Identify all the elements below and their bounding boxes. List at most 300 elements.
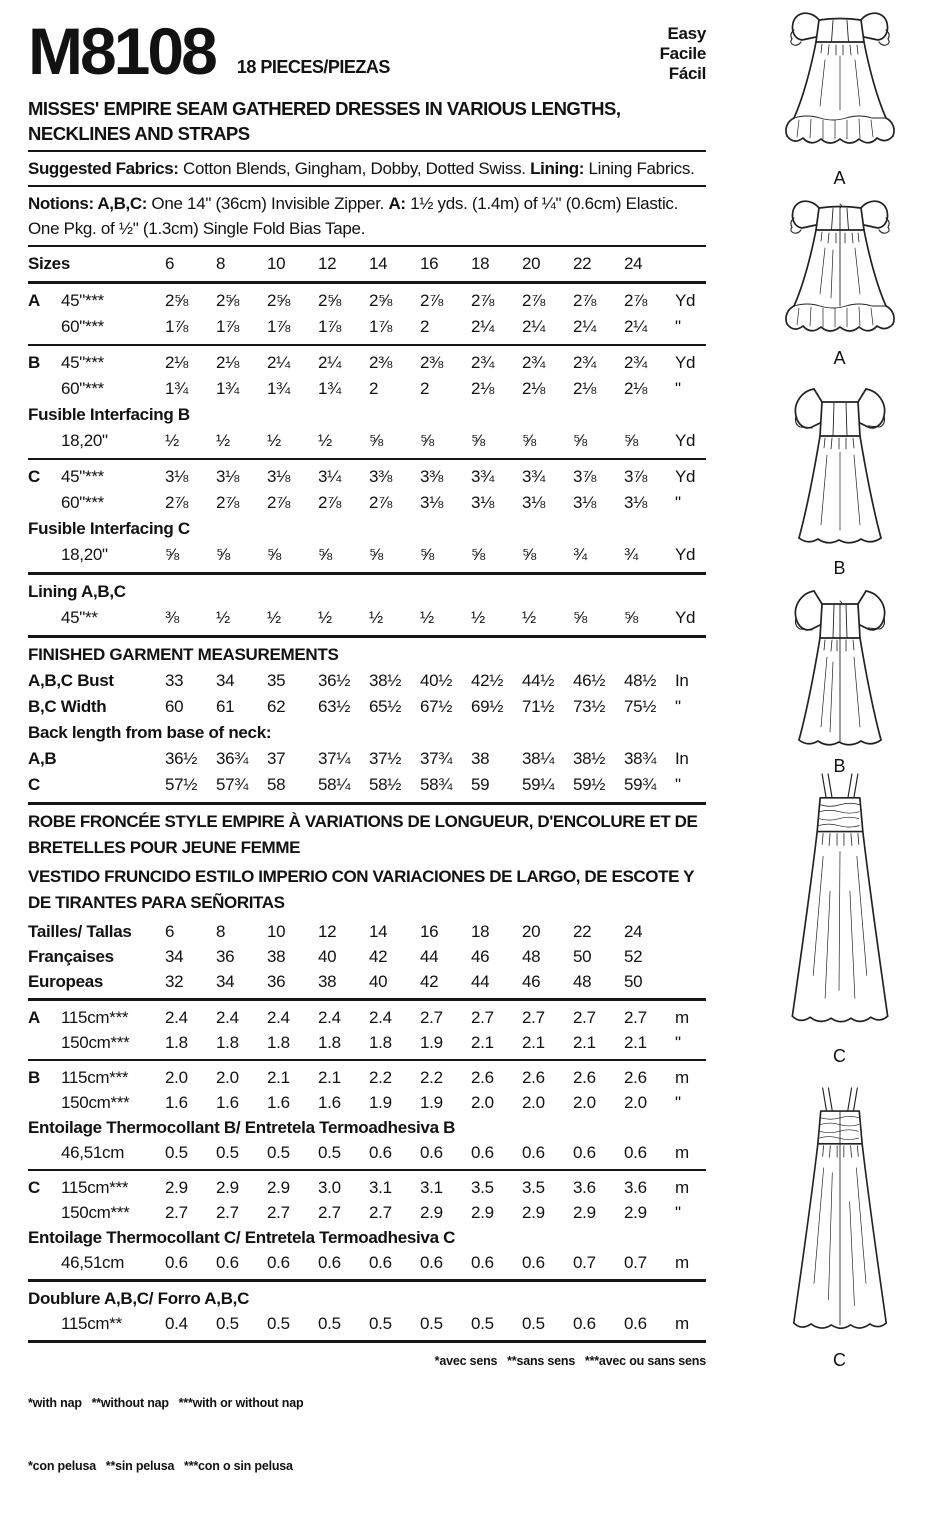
table-cell: 63½ <box>318 697 351 716</box>
difficulty-english: Easy <box>667 24 706 43</box>
table-cell: 3.5 <box>522 1178 545 1197</box>
table-cell: 18 <box>471 254 490 273</box>
table-cell: 20 <box>522 922 541 941</box>
table-cell: 2.1 <box>471 1033 494 1052</box>
divider <box>28 245 706 247</box>
unit-cell: " <box>675 317 681 336</box>
table-row <box>28 376 706 402</box>
table-cell: 3.0 <box>318 1178 341 1197</box>
table-cell: ½ <box>318 431 332 450</box>
table-row <box>28 1200 706 1225</box>
table-cell: 44 <box>420 947 439 966</box>
table-cell: 2.9 <box>216 1178 239 1197</box>
table-cell: 2.7 <box>420 1008 443 1027</box>
table-cell: 50 <box>573 947 592 966</box>
table-cell: 2.9 <box>471 1203 494 1222</box>
table-cell: ⅝ <box>420 431 434 450</box>
dress-a-front-label: A <box>833 168 846 188</box>
dress-b-front-illustration <box>742 380 937 555</box>
row-sublabel: 150cm*** <box>61 1203 130 1222</box>
table-cell: 42 <box>369 947 388 966</box>
table-row <box>28 1005 706 1030</box>
table-cell: ½ <box>216 431 230 450</box>
row-label-cell <box>28 251 165 277</box>
table-cell: ⅝ <box>522 431 536 450</box>
unit-cell <box>675 919 706 944</box>
row-label: A,B <box>28 749 57 768</box>
table-cell: 2¼ <box>573 317 597 336</box>
row-label: Françaises <box>28 947 114 966</box>
table-cell: 3⅞ <box>573 467 597 486</box>
table-cell: 3⅛ <box>267 467 291 486</box>
notions-a-label: A: <box>388 194 406 213</box>
table-cell: 2.1 <box>267 1068 290 1087</box>
table-cell: 12 <box>318 922 337 941</box>
dress-a-front-drawing <box>775 6 905 156</box>
table-cell: 2⅝ <box>369 291 393 310</box>
notions-text-1: One 14" (36cm) Invisible Zipper. <box>151 194 385 213</box>
unit-cell: In <box>675 749 689 768</box>
table-cell: 59½ <box>573 775 606 794</box>
table-cell: 1.6 <box>216 1093 239 1112</box>
unit-cell: m <box>675 1314 689 1333</box>
table-cell: 2⅝ <box>216 291 240 310</box>
table-cell: 2.4 <box>267 1008 290 1027</box>
table-cell: 52 <box>624 947 643 966</box>
table-cell: 2.1 <box>624 1033 647 1052</box>
table-cell: 8 <box>216 922 226 941</box>
unit-cell: Yd <box>675 545 696 564</box>
row-label-cell <box>28 1140 165 1165</box>
table-cell: 3.6 <box>573 1178 596 1197</box>
table-cell: 2 <box>420 317 430 336</box>
dress-a-back-label: A <box>833 348 846 368</box>
table-cell: 2.9 <box>624 1203 647 1222</box>
table-cell: 2.7 <box>369 1203 392 1222</box>
table-cell: 2.0 <box>216 1068 239 1087</box>
table-cell: ⅝ <box>624 431 638 450</box>
table-cell: 0.6 <box>165 1253 188 1272</box>
table-cell: 1.6 <box>267 1093 290 1112</box>
table-cell: 2.4 <box>369 1008 392 1027</box>
table-cell: 57¾ <box>216 775 249 794</box>
table-cell: 2 <box>369 379 379 398</box>
unit-cell: " <box>675 775 681 794</box>
table-cell: 2⅛ <box>522 379 546 398</box>
table-row <box>28 1030 706 1055</box>
row-sublabel: 46,51cm <box>61 1253 125 1272</box>
table-cell: ⅝ <box>420 545 434 564</box>
table-cell: 0.5 <box>471 1314 494 1333</box>
difficulty-levels <box>660 24 706 86</box>
table-cell: 0.6 <box>471 1253 494 1272</box>
unit-cell: " <box>675 1033 681 1052</box>
table-cell: 0.5 <box>369 1314 392 1333</box>
dress-c-front-illustration <box>742 772 937 1042</box>
table-cell: 36 <box>267 972 286 991</box>
unit-cell <box>675 251 706 277</box>
row-label-cell <box>28 1030 165 1055</box>
table-cell: 2.7 <box>267 1203 290 1222</box>
table-cell: 44 <box>471 972 490 991</box>
row-label-cell <box>28 1311 165 1336</box>
table-cell: 14 <box>369 254 388 273</box>
row-sublabel: 115cm*** <box>61 1178 129 1197</box>
row-sublabel: 150cm*** <box>61 1033 130 1052</box>
table-row <box>28 251 706 277</box>
table-cell: 2⅜ <box>420 353 444 372</box>
unit-cell: m <box>675 1253 689 1272</box>
table-cell: 3¼ <box>318 467 342 486</box>
table-cell: 38¾ <box>624 749 657 768</box>
table-cell: ⅜ <box>165 608 179 627</box>
lining-text: Lining Fabrics. <box>588 159 695 178</box>
table-cell: 2.9 <box>267 1178 290 1197</box>
table-cell: 42½ <box>471 671 504 690</box>
row-label <box>28 542 61 568</box>
table-cell: 59¼ <box>522 775 555 794</box>
row-sublabel: 45"*** <box>61 353 104 372</box>
table-cell: 3⅛ <box>216 467 240 486</box>
table-cell: 2.6 <box>624 1068 647 1087</box>
row-label <box>28 1030 61 1055</box>
table-cell: 2.7 <box>165 1203 188 1222</box>
table-row <box>28 314 706 340</box>
table-cell: 3⅜ <box>369 467 393 486</box>
table-row <box>28 919 706 944</box>
table-cell: 69½ <box>471 697 504 716</box>
table-cell: 36½ <box>165 749 198 768</box>
row-label-cell <box>28 772 165 798</box>
table-cell: 2.9 <box>420 1203 443 1222</box>
row-label: A <box>28 1008 40 1027</box>
table-cell: 1.8 <box>369 1033 392 1052</box>
page-title: MISSES' EMPIRE SEAM GATHERED DRESSES IN VARIOUS LENGTHS, NECKLINES AND STRAPS <box>28 98 621 144</box>
table-cell: 2.9 <box>165 1178 188 1197</box>
row-label-cell <box>28 1090 165 1115</box>
table-cell: 20 <box>522 254 541 273</box>
table-section-heading: FINISHED GARMENT MEASUREMENTS <box>28 645 339 664</box>
table-cell: ⅝ <box>216 545 230 564</box>
table-cell: 38¼ <box>522 749 555 768</box>
row-label-cell <box>28 314 165 340</box>
row-label-cell <box>28 490 165 516</box>
row-label-cell <box>28 944 165 969</box>
row-sublabel: 60"*** <box>61 379 104 398</box>
unit-cell: In <box>675 671 689 690</box>
table-row <box>28 542 706 568</box>
table-cell: 67½ <box>420 697 453 716</box>
table-cell: 46½ <box>573 671 606 690</box>
table-cell: 0.5 <box>420 1314 443 1333</box>
table-cell: 37½ <box>369 749 402 768</box>
dress-c-back-drawing <box>777 1086 903 1348</box>
table-cell: 1.8 <box>165 1033 188 1052</box>
unit-cell: Yd <box>675 353 696 372</box>
table-cell: 40½ <box>420 671 453 690</box>
unit-cell: Yd <box>675 467 696 486</box>
table-cell: ½ <box>165 431 179 450</box>
row-label <box>28 1250 61 1275</box>
table-row <box>28 1065 706 1090</box>
table-cell: 0.7 <box>624 1253 647 1272</box>
unit-cell: " <box>675 1203 681 1222</box>
table-cell: 2⅞ <box>522 291 546 310</box>
table-cell: 2⅞ <box>216 493 240 512</box>
table-row <box>28 694 706 720</box>
pieces-count: 18 PIECES/PIEZAS <box>236 57 390 77</box>
title-french: ROBE FRONCÉE STYLE EMPIRE À VARIATIONS DE LONGUEUR, D'ENCOLURE ET DE BRETELLES POUR JEUNE FEMME <box>28 812 698 857</box>
table-cell: 1.9 <box>420 1093 443 1112</box>
table-cell: 2¾ <box>573 353 597 372</box>
table-cell: 2⅝ <box>318 291 342 310</box>
table-cell: 1⅞ <box>369 317 393 336</box>
table-cell: 0.6 <box>573 1143 596 1162</box>
table-cell: 2⅛ <box>165 353 189 372</box>
row-label-cell <box>28 605 165 631</box>
table-cell: ⅝ <box>369 545 383 564</box>
table-cell: 2.0 <box>165 1068 188 1087</box>
table-cell: 0.6 <box>318 1253 341 1272</box>
table-cell: 37 <box>267 749 286 768</box>
table-cell: 1⅞ <box>165 317 189 336</box>
divider <box>28 1340 706 1343</box>
row-label-cell <box>28 668 165 694</box>
table-cell: 2¾ <box>522 353 546 372</box>
table-cell: 50 <box>624 972 643 991</box>
yardage-table-metric <box>28 919 706 1343</box>
table-cell: 0.6 <box>522 1143 545 1162</box>
table-cell: 46 <box>471 947 490 966</box>
table-cell: 38 <box>318 972 337 991</box>
table-cell: 59¾ <box>624 775 657 794</box>
table-cell: ½ <box>522 608 536 627</box>
table-cell: 3.6 <box>624 1178 647 1197</box>
footnote-french: *avec sens **sans sens ***avec ou sans sens <box>434 1354 706 1368</box>
table-cell: 1.9 <box>420 1033 443 1052</box>
divider <box>28 150 706 152</box>
table-cell: 24 <box>624 254 643 273</box>
table-cell: ½ <box>267 608 281 627</box>
table-cell: 2⅛ <box>471 379 495 398</box>
content-column <box>28 0 706 1519</box>
divider <box>28 281 706 284</box>
table-cell: 2.0 <box>522 1093 545 1112</box>
table-cell: 2.4 <box>165 1008 188 1027</box>
table-row <box>28 605 706 631</box>
table-section-heading: Lining A,B,C <box>28 582 126 601</box>
table-cell: 2⅛ <box>573 379 597 398</box>
table-cell: 2.1 <box>318 1068 341 1087</box>
row-label: B <box>28 353 40 372</box>
table-cell: 22 <box>573 922 592 941</box>
table-cell: 2⅛ <box>216 353 240 372</box>
table-section-heading: Doublure A,B,C/ Forro A,B,C <box>28 1289 250 1308</box>
table-cell: 2¼ <box>624 317 648 336</box>
row-sublabel: 46,51cm <box>61 1143 125 1162</box>
dress-c-front-label: C <box>833 1046 846 1066</box>
table-cell: 2¾ <box>471 353 495 372</box>
row-label-cell <box>28 694 165 720</box>
table-row <box>28 288 706 314</box>
notions-paragraph <box>28 191 706 241</box>
table-cell: 3.1 <box>369 1178 392 1197</box>
table-cell: 33 <box>165 671 184 690</box>
unit-cell <box>675 944 706 969</box>
table-cell: 34 <box>165 947 184 966</box>
row-sublabel: 60"*** <box>61 317 104 336</box>
table-section-heading: Entoilage Thermocollant C/ Entretela Termoadhesiva C <box>28 1228 456 1247</box>
table-cell: 58½ <box>369 775 402 794</box>
table-cell: 6 <box>165 922 175 941</box>
notions-text-2: 1½ yds. (1.4m) of ¼" (0.6cm) Elastic. One Pkg. of ½" (1.3cm) Single Fold Bias Tape. <box>28 194 679 238</box>
illustration-column <box>742 0 937 1409</box>
divider <box>28 1169 706 1171</box>
table-cell: 2¼ <box>471 317 495 336</box>
unit-cell: m <box>675 1068 689 1087</box>
table-cell: 37¼ <box>318 749 351 768</box>
row-label: B,C Width <box>28 697 107 716</box>
table-cell: 0.6 <box>267 1253 290 1272</box>
row-sublabel: 115cm*** <box>61 1068 129 1087</box>
row-label-cell <box>28 464 165 490</box>
table-cell: ½ <box>216 608 230 627</box>
row-label <box>28 1140 61 1165</box>
row-sublabel: 150cm*** <box>61 1093 130 1112</box>
table-cell: 73½ <box>573 697 606 716</box>
table-cell: 34 <box>216 671 235 690</box>
table-cell: ½ <box>471 608 485 627</box>
table-cell: 0.6 <box>369 1253 392 1272</box>
row-label-cell <box>28 1005 165 1030</box>
table-cell: 0.5 <box>216 1314 239 1333</box>
title-spanish: VESTIDO FRUNCIDO ESTILO IMPERIO CON VARIACIONES DE LARGO, DE ESCOTE Y DE TIRANTES PARA SEÑORITAS <box>28 867 694 912</box>
table-cell: 0.6 <box>420 1253 443 1272</box>
table-cell: 0.6 <box>624 1314 647 1333</box>
row-label-cell <box>28 919 165 944</box>
pattern-number: M8108 <box>28 14 215 88</box>
unit-cell: " <box>675 1093 681 1112</box>
row-label-cell <box>28 288 165 314</box>
unit-cell: m <box>675 1008 689 1027</box>
table-cell: ⅝ <box>522 545 536 564</box>
table-cell: ¾ <box>624 545 638 564</box>
table-cell: 2⅛ <box>624 379 648 398</box>
fabrics-label: Suggested Fabrics: <box>28 159 179 178</box>
table-cell: 2¼ <box>318 353 342 372</box>
table-cell: 36 <box>216 947 235 966</box>
table-cell: 2⅞ <box>573 291 597 310</box>
table-cell: 0.5 <box>165 1143 188 1162</box>
table-cell: 0.6 <box>624 1143 647 1162</box>
row-label: Tailles/ Tallas <box>28 922 132 941</box>
table-cell: 2⅞ <box>420 291 444 310</box>
row-label <box>28 1200 61 1225</box>
table-cell: 2¼ <box>522 317 546 336</box>
table-cell: 3⅜ <box>420 467 444 486</box>
row-sublabel: 45"** <box>61 608 98 627</box>
table-cell: 36½ <box>318 671 351 690</box>
table-cell: 3⅛ <box>624 493 648 512</box>
table-cell: 42 <box>420 972 439 991</box>
row-label <box>28 1311 61 1336</box>
unit-cell: Yd <box>675 291 696 310</box>
table-cell: 0.6 <box>522 1253 545 1272</box>
table-cell: 2.2 <box>420 1068 443 1087</box>
table-cell: 3¾ <box>522 467 546 486</box>
table-cell: 48 <box>573 972 592 991</box>
table-cell: 2.0 <box>471 1093 494 1112</box>
divider <box>28 1279 706 1282</box>
yardage-table-imperial <box>28 251 706 805</box>
table-cell: 58¼ <box>318 775 351 794</box>
table-cell: 1.9 <box>369 1093 392 1112</box>
table-cell: 0.5 <box>267 1314 290 1333</box>
table-cell: 2.6 <box>573 1068 596 1087</box>
difficulty-spanish: Fácil <box>668 64 706 83</box>
table-cell: 2.7 <box>318 1203 341 1222</box>
table-cell: 2⅞ <box>267 493 291 512</box>
table-cell: 0.5 <box>318 1143 341 1162</box>
table-cell: 2.7 <box>624 1008 647 1027</box>
divider <box>28 572 706 575</box>
table-cell: 3⅛ <box>420 493 444 512</box>
row-label: C <box>28 775 40 794</box>
table-cell: 2⅝ <box>165 291 189 310</box>
row-label: A,B,C Bust <box>28 671 114 690</box>
table-cell: 0.7 <box>573 1253 596 1272</box>
table-cell: 0.5 <box>216 1143 239 1162</box>
divider <box>28 1059 706 1061</box>
table-cell: ½ <box>420 608 434 627</box>
table-cell: 0.5 <box>522 1314 545 1333</box>
table-cell: 1⅞ <box>318 317 342 336</box>
table-cell: 48 <box>522 947 541 966</box>
table-cell: 2⅞ <box>471 291 495 310</box>
unit-cell: " <box>675 697 681 716</box>
row-label-cell <box>28 1200 165 1225</box>
table-cell: 1.6 <box>165 1093 188 1112</box>
dress-b-front-drawing <box>775 380 905 555</box>
table-cell: 2⅞ <box>165 493 189 512</box>
table-cell: 2.1 <box>522 1033 545 1052</box>
row-label: C <box>28 467 40 486</box>
table-row <box>28 1175 706 1200</box>
table-section-heading: Entoilage Thermocollant B/ Entretela Termoadhesiva B <box>28 1118 456 1137</box>
table-cell: 35 <box>267 671 286 690</box>
table-cell: 2⅞ <box>624 291 648 310</box>
table-cell: ⅝ <box>318 545 332 564</box>
table-cell: 65½ <box>369 697 402 716</box>
table-cell: ⅝ <box>471 545 485 564</box>
table-row <box>28 350 706 376</box>
table-cell: 14 <box>369 922 388 941</box>
table-cell: 3⅛ <box>165 467 189 486</box>
footnotes-english-spanish <box>28 1351 303 1519</box>
row-label: Sizes <box>28 254 70 273</box>
table-cell: 16 <box>420 254 439 273</box>
table-cell: 2.6 <box>471 1068 494 1087</box>
table-cell: 3⅛ <box>522 493 546 512</box>
table-cell: 2⅞ <box>318 493 342 512</box>
table-cell: 60 <box>165 697 184 716</box>
table-cell: 36¾ <box>216 749 249 768</box>
table-row <box>28 1140 706 1165</box>
table-cell: 40 <box>369 972 388 991</box>
row-sublabel: 60"*** <box>61 493 104 512</box>
table-cell: 38 <box>267 947 286 966</box>
table-cell: 0.5 <box>318 1314 341 1333</box>
